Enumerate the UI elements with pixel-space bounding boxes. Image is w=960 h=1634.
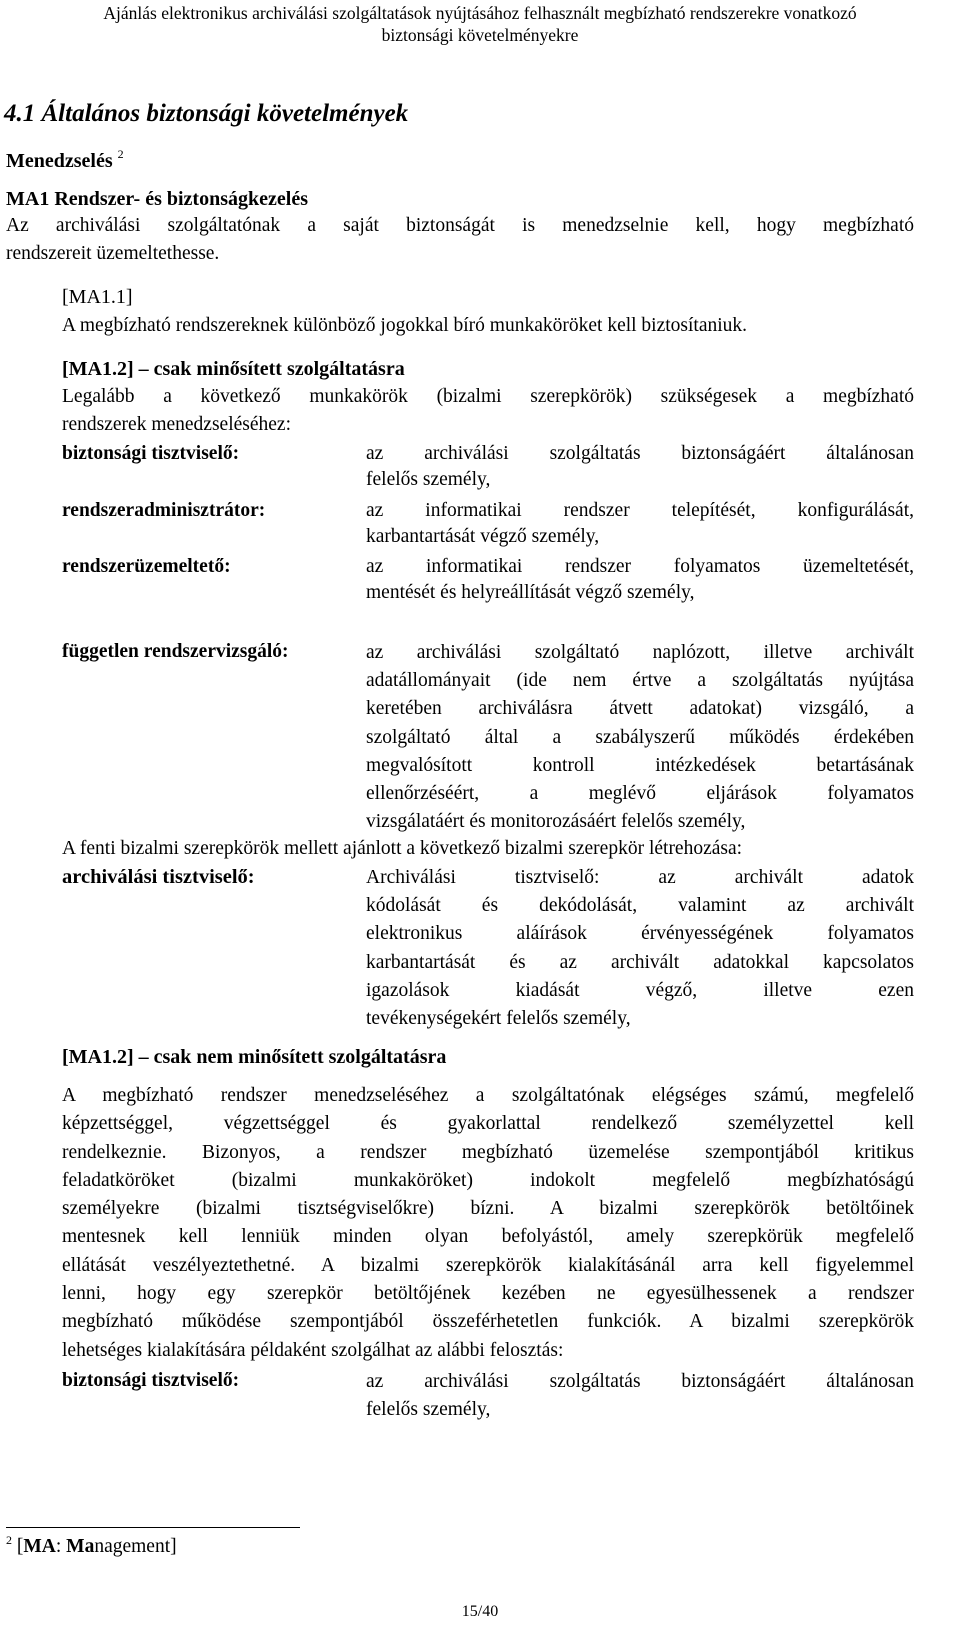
ma1-1-text: A megbízható rendszereknek különböző jogokkal bíró munkaköröket kell biztosítaniuk. — [62, 315, 748, 336]
ma1-intro-line-2: rendszereit üzemeltethesse. — [6, 243, 220, 264]
paragraph-line: feladatköröket (bizalmi munkaköröket) indokolt megfelelő megbízhatóságú — [62, 1169, 914, 1191]
definition-line: vizsgálatáért és monitorozásáért felelős személy, — [366, 811, 746, 833]
definition-line: az informatikai rendszer folyamatos üzemeltetését, — [366, 556, 914, 577]
ma1-2q-ref: [MA1.2] – csak minősített szolgáltatásra — [62, 358, 405, 380]
paragraph-line: személyekre (bizalmi tisztségviselőkre) bízni. A bizalmi szerepkörök betöltőinek — [62, 1198, 914, 1220]
definition-line: szolgáltató által a szabályszerű működés érdekében — [366, 726, 914, 748]
footnote-abbr: MA — [23, 1536, 56, 1557]
footnote-number: 2 — [6, 1533, 12, 1547]
footnote — [6, 1534, 177, 1560]
definition-line: kódolását és dekódolását, valamint az archivált — [366, 895, 914, 917]
definition-line: megvalósított kontroll intézkedések betartásának — [366, 754, 914, 776]
role-definition — [366, 441, 914, 493]
definition-line: mentését és helyreállítását végző személy, — [366, 582, 695, 603]
header-line-1: Ajánlás elektronikus archiválási szolgáltatások nyújtásához felhasznált megbízható rendszerekre vonatkozó — [103, 3, 857, 23]
paragraph-line: megbízható működése szempontjából összeférhetetlen funkciók. A bizalmi szerepkörök — [62, 1311, 914, 1333]
ma1-2n-ref: [MA1.2] – csak nem minősített szolgáltatásra — [62, 1046, 447, 1068]
definition-line: adatállományait (ide nem értve a szolgáltatás nyújtása — [366, 670, 914, 692]
definition-line: ellenőrzéséért, a meglévő eljárások folyamatos — [366, 783, 914, 805]
paragraph-line: A megbízható rendszer menedzseléséhez a szolgáltatónak elégséges számú, megfelelő — [62, 1085, 914, 1106]
definition-line: az archiválási szolgáltató naplózott, illetve archivált — [366, 642, 914, 663]
footnote-word-rest: nagement] — [94, 1536, 177, 1557]
header-line-2: biztonsági követelményekre — [381, 25, 579, 45]
definition-line: igazolások kiadását végző, illetve ezen — [366, 979, 914, 1001]
footnote-rule — [6, 1527, 300, 1528]
paragraph-line: képzettséggel, végzettséggel és gyakorlattal rendelkező személyzettel kell — [62, 1113, 914, 1135]
role-definition — [366, 554, 914, 606]
definition-line: tevékenységekért felelős személy, — [366, 1008, 631, 1030]
paragraph-line: lenni, hogy egy szerepkör betöltőjének kezében ne egyesülhessenek a rendszer — [62, 1283, 914, 1305]
running-header — [0, 2, 960, 46]
definition-line: felelős személy, — [366, 1399, 491, 1420]
definition-line: az informatikai rendszer telepítését, konfigurálását, — [366, 500, 914, 521]
section-title: 4.1 Általános biztonsági követelmények — [4, 100, 409, 127]
role-term-bold: biztonsági tisztviselő: — [62, 1370, 240, 1391]
ma1-2q-intro-line-1: Legalább a következő munkakörök (bizalmi szerepkörök) szükségesek a megbízható — [62, 386, 914, 407]
role-definition — [366, 1368, 914, 1424]
ma1-1-ref: [MA1.1] — [62, 286, 133, 308]
definition-line: elektronikus aláírások érvényességének folyamatos — [366, 923, 914, 945]
paragraph-line: lehetséges kialakítására példaként szolgálhat az alábbi felosztás: — [62, 1339, 564, 1361]
role-term: archiválási tisztviselő: — [62, 866, 255, 888]
role-definition — [366, 864, 914, 1033]
footnote-ref: 2 — [117, 147, 124, 161]
definition-line: Archiválási tisztviselő: az archivált adatok — [366, 867, 914, 888]
definition-line: az archiválási szolgáltatás biztonságáért általánosan — [366, 443, 914, 464]
role-term — [62, 1368, 239, 1394]
definition-line: felelős személy, — [366, 469, 491, 490]
ma1-2q-intro-line-2: rendszerek menedzseléséhez: — [62, 414, 291, 435]
role-definition — [366, 639, 914, 836]
ma1-intro-line-1: Az archiválási szolgáltatónak a saját biztonságát is menedzselnie kell, hogy megbízható — [6, 215, 914, 236]
role-definition — [366, 498, 914, 550]
definition-line: karbantartását végző személy, — [366, 526, 600, 547]
definition-line: az archiválási szolgáltatás biztonságáért általánosan — [366, 1371, 914, 1392]
paragraph-line: mentesnek kell lenniük minden olyan befolyástól, amely szerepkörük megfelelő — [62, 1226, 914, 1248]
ma1-2n-paragraph — [62, 1082, 914, 1365]
additional-role-intro: A fenti bizalmi szerepkörök mellett ajánlott a következő bizalmi szerepkör létrehozása: — [62, 838, 743, 859]
subsection-heading — [6, 148, 124, 174]
role-term: rendszerüzemeltető: — [62, 556, 231, 577]
definition-line: karbantartását és az archivált adatokkal kapcsolatos — [366, 951, 914, 973]
paragraph-line: ellátását veszélyeztethetné. A bizalmi szerepkörök kialakításánál arra kell figyelemmel — [62, 1254, 914, 1276]
ma1-title: MA1 Rendszer- és biztonságkezelés — [6, 188, 308, 210]
paragraph-line: rendelkeznie. Bizonyos, a rendszer megbízható üzemelése szempontjából kritikus — [62, 1141, 914, 1163]
footnote-word-bold: Ma — [66, 1536, 95, 1557]
page-number: 15/40 — [461, 1603, 499, 1620]
role-term: rendszeradminisztrátor: — [62, 500, 266, 521]
role-term: biztonsági tisztviselő: — [62, 443, 240, 464]
definition-line: keretében archiválásra átvett adatokat) vizsgáló, a — [366, 698, 914, 720]
role-term: független rendszervizsgáló: — [62, 641, 289, 662]
footnote-bracket: [ — [16, 1536, 24, 1557]
footnote-colon: : — [55, 1536, 67, 1557]
subsection-title: Menedzselés — [6, 150, 113, 172]
